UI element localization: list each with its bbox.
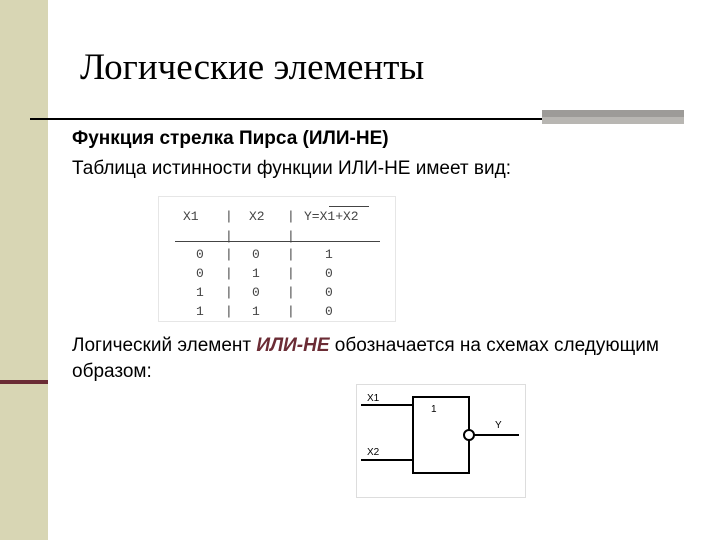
section-heading: Функция стрелка Пирса (ИЛИ-НЕ)	[72, 128, 389, 149]
gate-body	[413, 397, 469, 473]
truth-table-cell: 1	[252, 266, 260, 281]
truth-table-cell: 1	[252, 304, 260, 319]
truth-table-separator: |	[287, 247, 295, 262]
truth-table	[158, 196, 396, 322]
output-label: Y	[495, 420, 502, 431]
left-decorative-bar	[0, 0, 48, 540]
truth-table-separator: |	[225, 266, 233, 281]
truth-table-cell: 0	[252, 247, 260, 262]
truth-table-cell: 1	[196, 285, 204, 300]
slide-title: Логические элементы	[80, 47, 425, 88]
truth-table-cell: 0	[325, 304, 333, 319]
title-rule-block-shade	[542, 117, 684, 124]
truth-table-cell: 1	[325, 247, 333, 262]
truth-table-separator: |	[225, 304, 233, 319]
truth-table-cell: 0	[325, 285, 333, 300]
truth-table-separator: |	[225, 209, 233, 224]
truth-table-cell: 1	[196, 304, 204, 319]
truth-table-separator: |	[287, 229, 295, 244]
input2-label: X2	[367, 447, 380, 458]
title-underline	[30, 118, 542, 120]
nor-gate-svg	[357, 385, 525, 497]
section-subheading: Таблица истинности функции ИЛИ-НЕ имеет вид:	[72, 158, 511, 179]
overbar-line	[329, 206, 369, 207]
gate-symbol: 1	[431, 404, 437, 415]
truth-table-cell: 0	[196, 247, 204, 262]
truth-table-header-y: Y=X1+X2	[304, 209, 359, 224]
truth-table-header-x2: X2	[249, 209, 265, 224]
truth-table-separator: |	[225, 229, 233, 244]
input1-label: X1	[367, 393, 380, 404]
truth-table-cell: 0	[325, 266, 333, 281]
truth-table-header-x1: X1	[183, 209, 199, 224]
paragraph-text-before: Логический элемент	[72, 335, 257, 356]
truth-table-separator: |	[287, 285, 295, 300]
truth-table-cell: 0	[252, 285, 260, 300]
truth-table-cell: 0	[196, 266, 204, 281]
description-paragraph	[72, 333, 692, 385]
nor-gate-diagram	[356, 384, 526, 498]
paragraph-text-after: обозначается на схемах следующим образом:	[72, 335, 659, 382]
truth-table-separator: |	[225, 247, 233, 262]
left-bar-accent-line	[0, 380, 48, 384]
inversion-bubble	[464, 430, 474, 440]
truth-table-separator: |	[225, 285, 233, 300]
truth-table-divider	[175, 241, 380, 242]
truth-table-separator: |	[287, 209, 295, 224]
truth-table-separator: |	[287, 304, 295, 319]
paragraph-emphasis: ИЛИ-НЕ	[256, 335, 330, 356]
truth-table-separator: |	[287, 266, 295, 281]
